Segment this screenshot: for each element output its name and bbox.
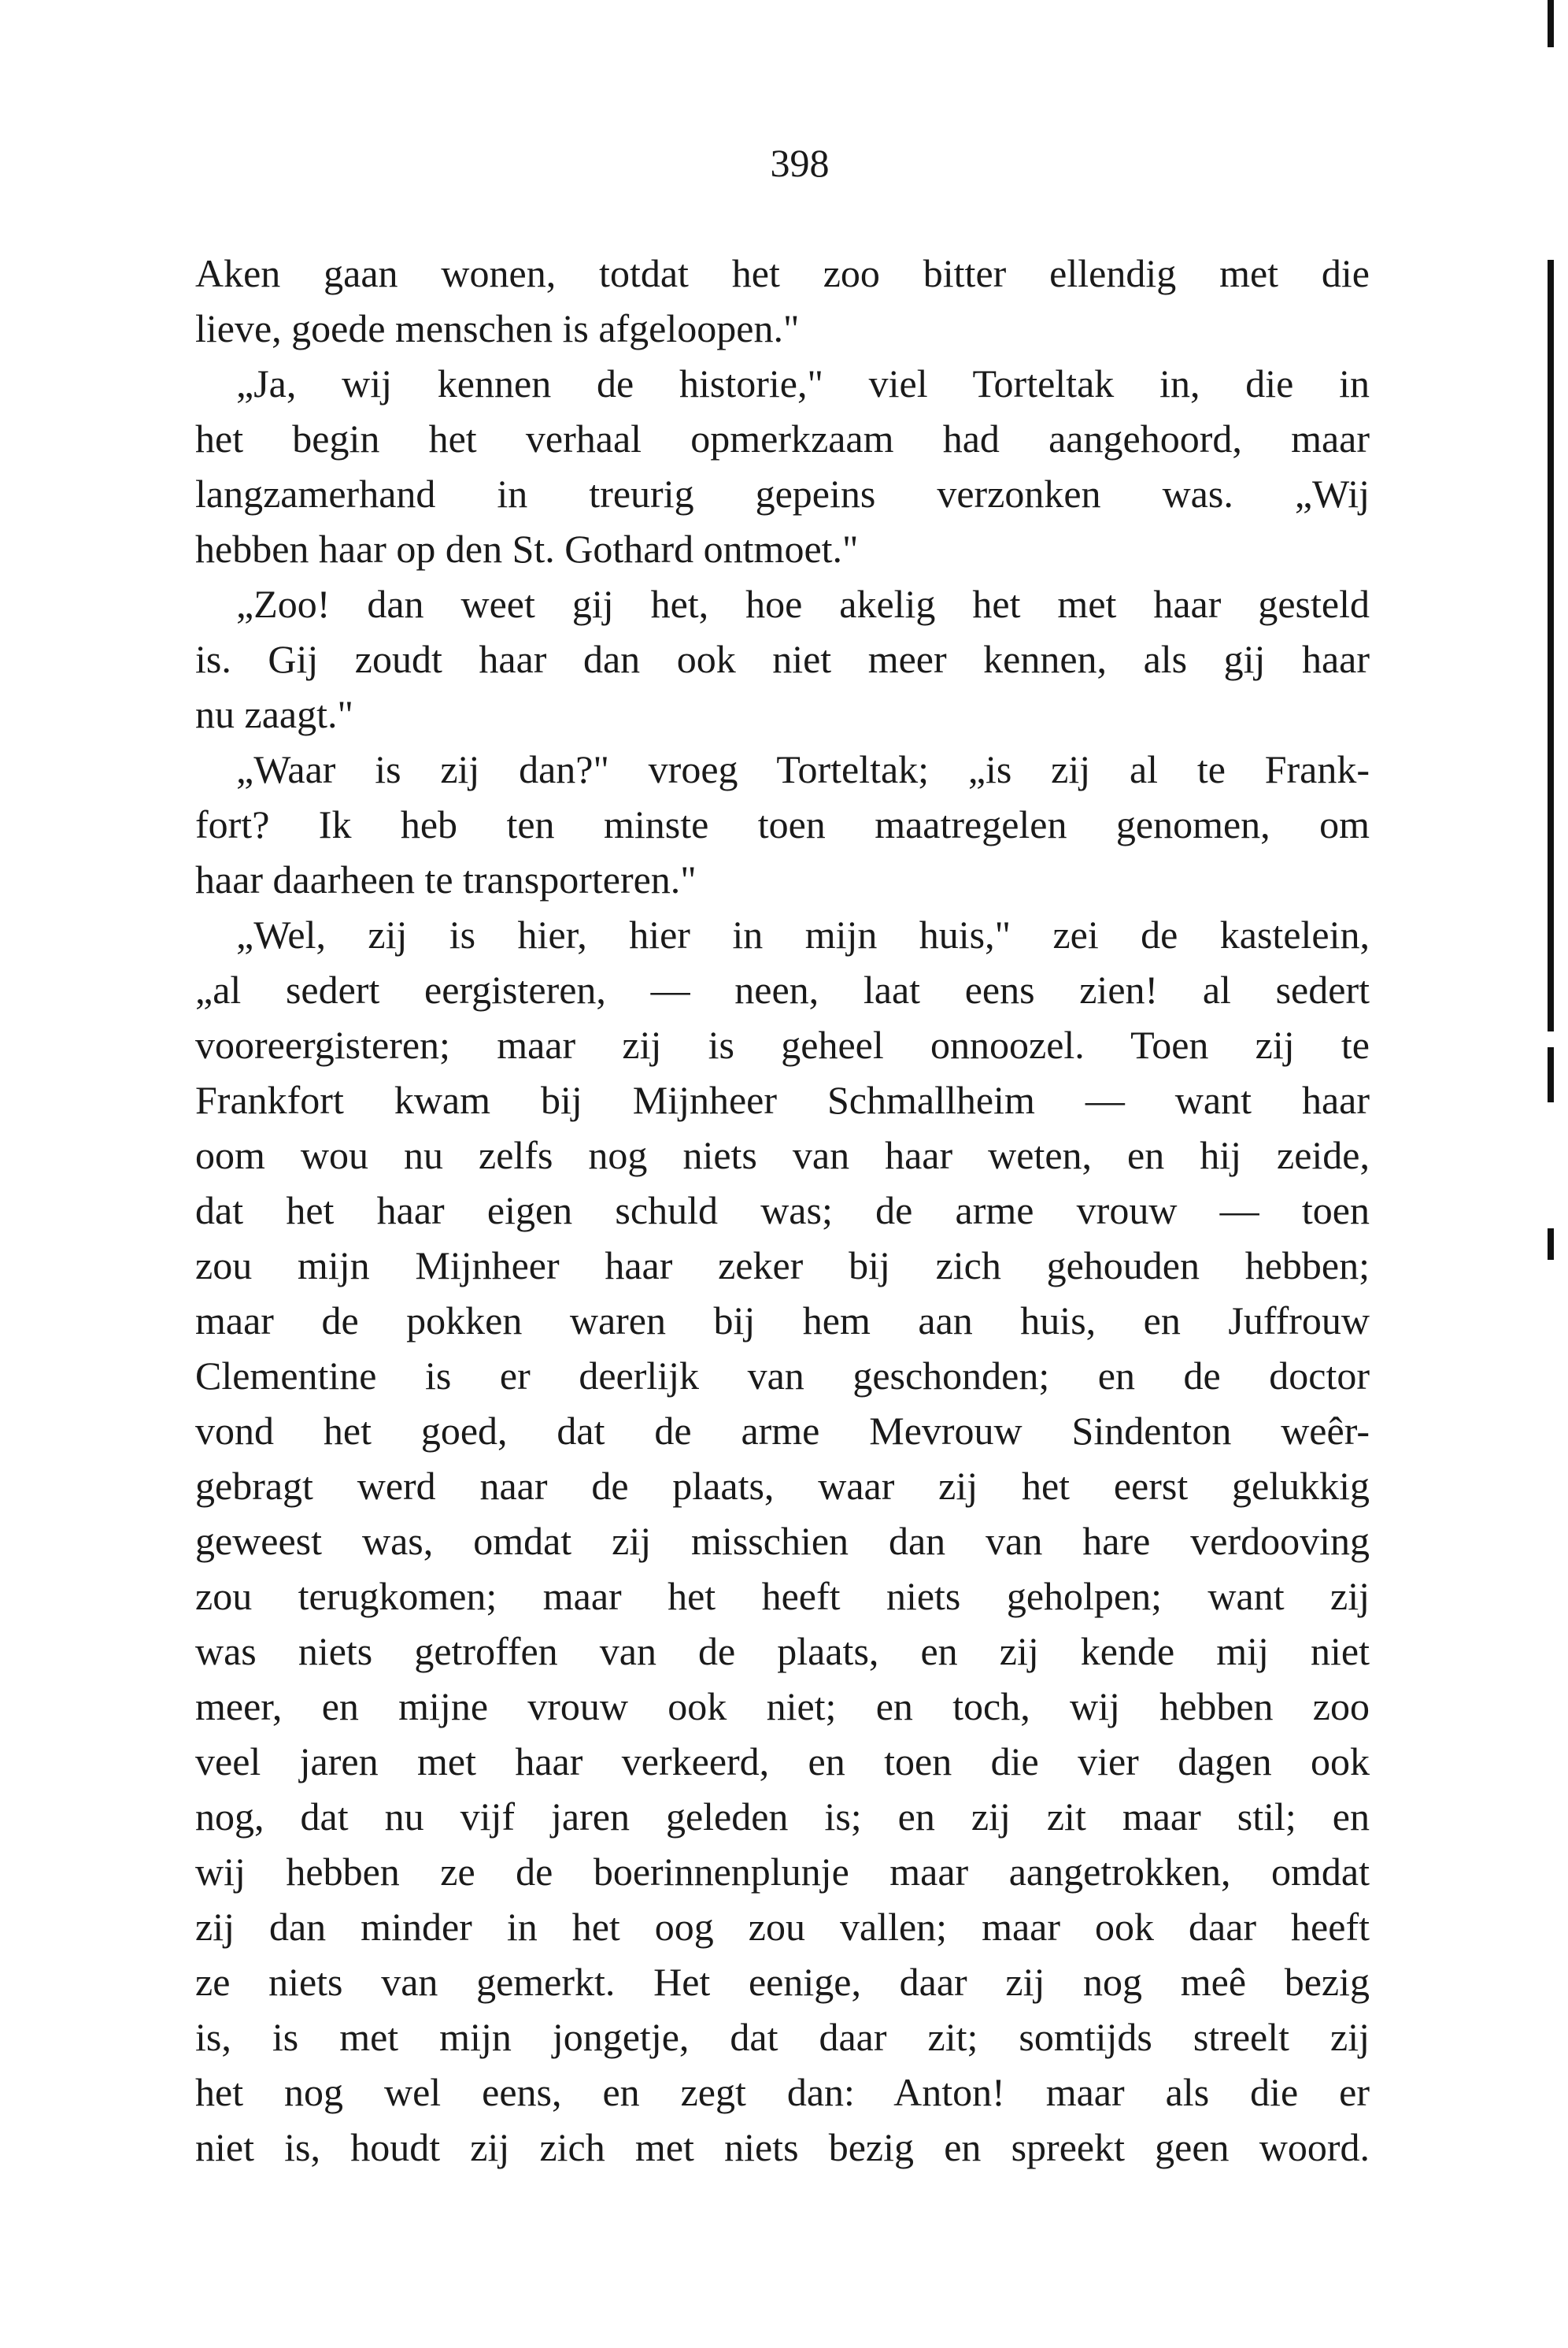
text-line: hebben haar op den St. Gothard ontmoet." <box>195 527 859 571</box>
text-line: „Waar is zij dan?" vroeg Torteltak; „is zij al te Frank- <box>236 747 1370 791</box>
text-line: het begin het verhaal opmerkzaam had aangehoord, maar <box>195 417 1370 461</box>
text-line: vooreergisteren; maar zij is geheel onnoozel. Toen zij te <box>195 1023 1370 1067</box>
text-line: langzamerhand in treurig gepeins verzonken was. „Wij <box>195 472 1370 516</box>
text-line: fort? Ik heb ten minste toen maatregelen genomen, om <box>195 802 1370 846</box>
page-number: 398 <box>770 141 830 185</box>
text-line: „Wel, zij is hier, hier in mijn huis," zei de kastelein, <box>236 913 1370 957</box>
text-line: het nog wel eens, en zegt dan: Anton! maar als die er <box>195 2070 1370 2114</box>
text-line: zij dan minder in het oog zou vallen; maar ook daar heeft <box>195 1905 1370 1949</box>
text-line: dat het haar eigen schuld was; de arme vrouw — toen <box>195 1188 1370 1232</box>
text-line: vond het goed, dat de arme Mevrouw Sindenton weêr- <box>195 1409 1370 1453</box>
text-line: was niets getroffen van de plaats, en zij kende mij niet <box>195 1629 1370 1673</box>
body-text <box>195 246 1370 2175</box>
text-line: Frankfort kwam bij Mijnheer Schmallheim — want haar <box>195 1078 1370 1122</box>
text-line: zou terugkomen; maar het heeft niets geholpen; want zij <box>195 1574 1370 1618</box>
text-line: gebragt werd naar de plaats, waar zij het eerst gelukkig <box>195 1464 1370 1508</box>
text-line: geweest was, omdat zij misschien dan van hare verdooving <box>195 1519 1370 1563</box>
text-line: „Zoo! dan weet gij het, hoe akelig het met haar gesteld <box>236 582 1370 626</box>
text-line: nog, dat nu vijf jaren geleden is; en zij zit maar stil; en <box>195 1794 1370 1839</box>
text-line: is, is met mijn jongetje, dat daar zit; somtijds streelt zij <box>195 2015 1370 2059</box>
text-line: „al sedert eergisteren, — neen, laat eens zien! al sedert <box>195 968 1370 1012</box>
text-line: veel jaren met haar verkeerd, en toen die vier dagen ook <box>195 1739 1370 1783</box>
text-line: is. Gij zoudt haar dan ook niet meer kennen, als gij haar <box>195 637 1370 681</box>
text-line: nu zaagt." <box>195 692 353 736</box>
text-line: maar de pokken waren bij hem aan huis, en Juffrouw <box>195 1298 1370 1343</box>
text-line: ze niets van gemerkt. Het eenige, daar zij nog meê bezig <box>195 1960 1370 2004</box>
text-line: wij hebben ze de boerinnenplunje maar aangetrokken, omdat <box>195 1850 1370 1894</box>
text-line: Clementine is er deerlijk van geschonden; en de doctor <box>195 1354 1370 1398</box>
text-line: haar daarheen te transporteren." <box>195 857 697 902</box>
text-line: „Ja, wij kennen de historie," viel Torteltak in, die in <box>236 361 1370 406</box>
scan-edge-shadow <box>1541 0 1559 1811</box>
text-line: niet is, houdt zij zich met niets bezig en spreekt geen woord. <box>195 2125 1370 2169</box>
text-line: meer, en mijne vrouw ook niet; en toch, wij hebben zoo <box>195 1684 1370 1728</box>
text-line: lieve, goede menschen is afgeloopen." <box>195 306 800 350</box>
text-line: oom wou nu zelfs nog niets van haar weten, en hij zeide, <box>195 1133 1370 1177</box>
text-line: Aken gaan wonen, totdat het zoo bitter ellendig met die <box>195 251 1370 295</box>
text-line: zou mijn Mijnheer haar zeker bij zich gehouden hebben; <box>195 1243 1370 1287</box>
